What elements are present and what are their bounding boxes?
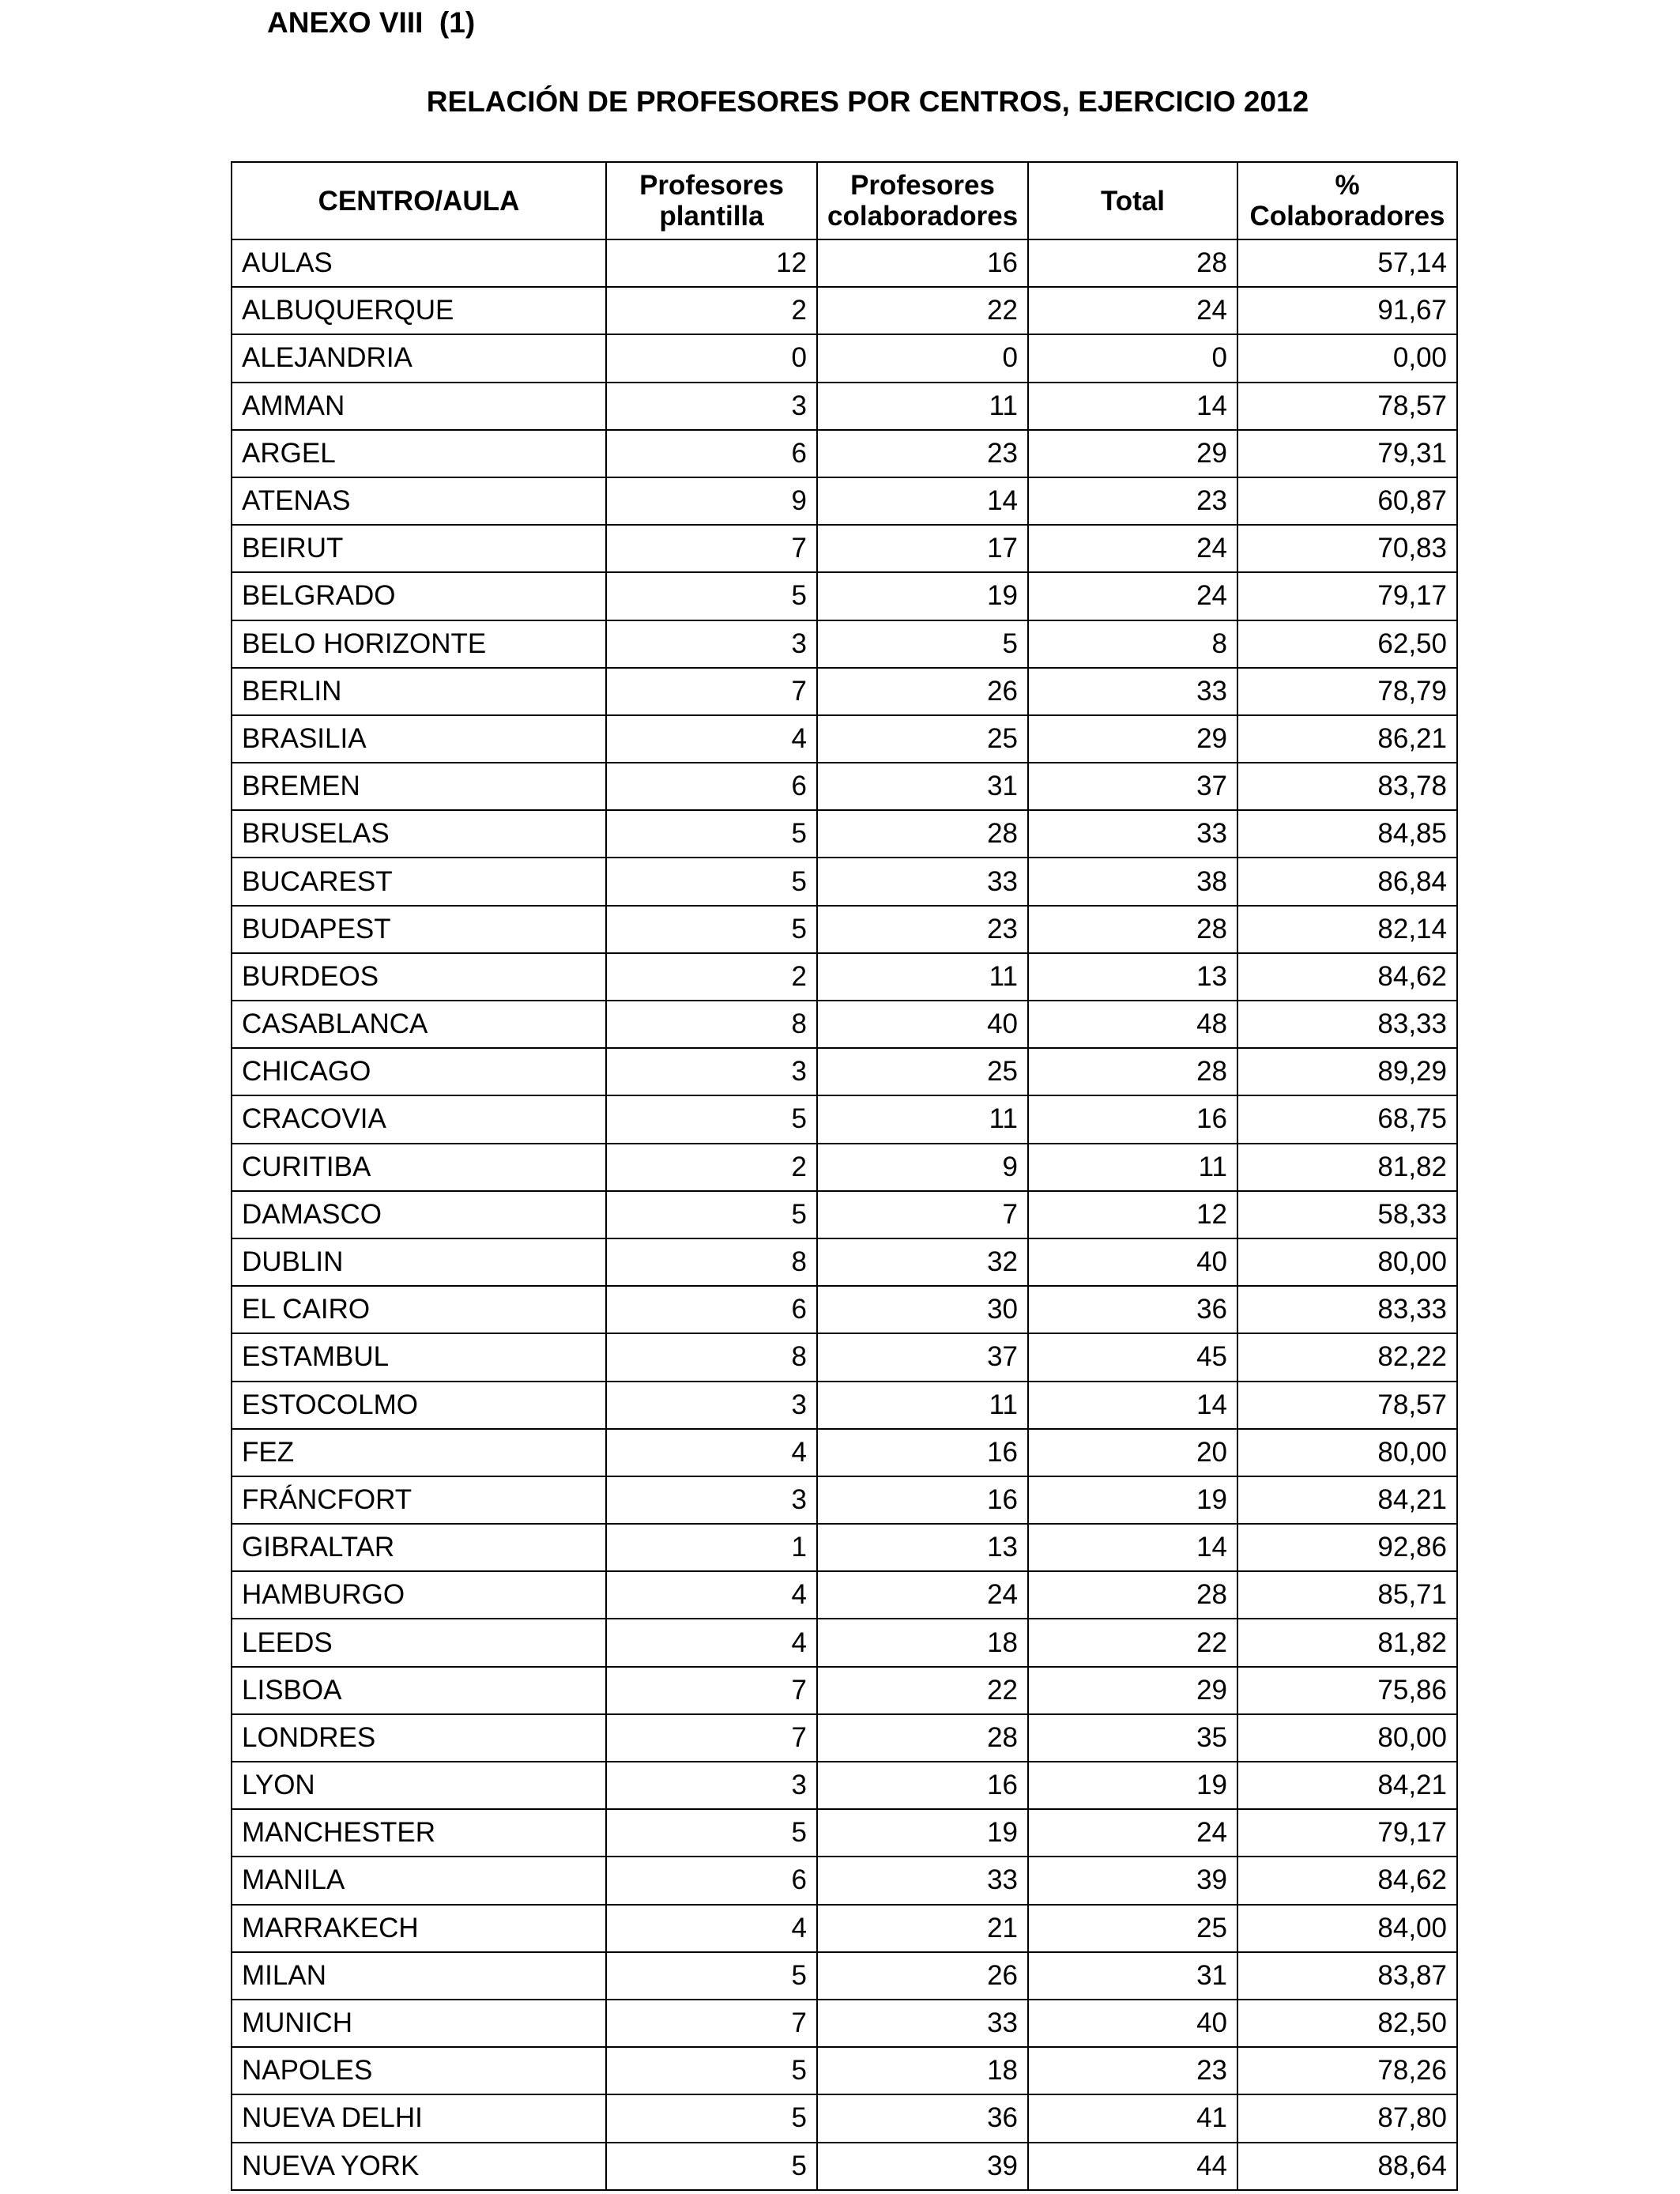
header-line: CENTRO/AULA	[318, 185, 520, 217]
cell-centro: ATENAS	[232, 477, 606, 525]
cell-total: 14	[1028, 383, 1237, 430]
table-row	[232, 953, 1457, 1001]
cell-total: 19	[1028, 1476, 1237, 1524]
table-row	[232, 1857, 1457, 1904]
cell-total: 11	[1028, 1144, 1237, 1191]
cell-profesores-plantilla: 3	[606, 383, 817, 430]
table-row	[232, 1762, 1457, 1809]
cell-profesores-colaboradores: 37	[817, 1333, 1028, 1381]
header-profesores-colaboradores	[817, 162, 1028, 239]
cell-profesores-colaboradores: 31	[817, 763, 1028, 810]
cell-profesores-plantilla: 1	[606, 1524, 817, 1571]
cell-profesores-colaboradores: 32	[817, 1238, 1028, 1286]
header-centro	[232, 162, 606, 239]
cell-centro: ESTOCOLMO	[232, 1382, 606, 1429]
cell-centro: LYON	[232, 1762, 606, 1809]
cell-profesores-colaboradores: 5	[817, 620, 1028, 668]
cell-centro: CASABLANCA	[232, 1001, 606, 1048]
cell-centro: NAPOLES	[232, 2047, 606, 2094]
cell-profesores-plantilla: 4	[606, 1429, 817, 1476]
cell-profesores-colaboradores: 28	[817, 1714, 1028, 1762]
cell-centro: FEZ	[232, 1429, 606, 1476]
cell-centro: ARGEL	[232, 430, 606, 477]
table-row	[232, 620, 1457, 668]
cell-profesores-plantilla: 3	[606, 1048, 817, 1095]
cell-total: 24	[1028, 572, 1237, 620]
header-line: plantilla	[659, 201, 764, 232]
table-row	[232, 1001, 1457, 1048]
table-row	[232, 858, 1457, 905]
cell-total: 28	[1028, 1571, 1237, 1619]
cell-total: 44	[1028, 2143, 1237, 2190]
cell-profesores-colaboradores: 11	[817, 1382, 1028, 1429]
table-row	[232, 1714, 1457, 1762]
table-row	[232, 1191, 1457, 1238]
cell-total: 23	[1028, 2047, 1237, 2094]
cell-total: 24	[1028, 287, 1237, 334]
cell-profesores-plantilla: 7	[606, 2000, 817, 2047]
cell-centro: DAMASCO	[232, 1191, 606, 1238]
cell-centro: AMMAN	[232, 383, 606, 430]
cell-profesores-plantilla: 6	[606, 763, 817, 810]
table-row	[232, 2000, 1457, 2047]
cell-profesores-colaboradores: 16	[817, 239, 1028, 287]
cell-porcentaje-colaboradores: 86,84	[1237, 858, 1457, 905]
cell-porcentaje-colaboradores: 68,75	[1237, 1095, 1457, 1143]
cell-porcentaje-colaboradores: 62,50	[1237, 620, 1457, 668]
cell-profesores-colaboradores: 13	[817, 1524, 1028, 1571]
table-row	[232, 1476, 1457, 1524]
cell-profesores-colaboradores: 33	[817, 2000, 1028, 2047]
cell-profesores-plantilla: 5	[606, 1095, 817, 1143]
header-line: Profesores	[639, 170, 784, 201]
table-row	[232, 1952, 1457, 2000]
cell-porcentaje-colaboradores: 58,33	[1237, 1191, 1457, 1238]
table-header	[232, 162, 1457, 239]
cell-profesores-plantilla: 8	[606, 1238, 817, 1286]
table-row	[232, 525, 1457, 572]
cell-profesores-plantilla: 4	[606, 715, 817, 763]
cell-profesores-plantilla: 4	[606, 1619, 817, 1666]
cell-porcentaje-colaboradores: 91,67	[1237, 287, 1457, 334]
table-row	[232, 1286, 1457, 1333]
cell-porcentaje-colaboradores: 86,21	[1237, 715, 1457, 763]
cell-profesores-colaboradores: 16	[817, 1429, 1028, 1476]
table-row	[232, 334, 1457, 382]
cell-total: 37	[1028, 763, 1237, 810]
cell-total: 33	[1028, 810, 1237, 858]
cell-profesores-plantilla: 7	[606, 1667, 817, 1714]
cell-centro: NUEVA YORK	[232, 2143, 606, 2190]
cell-profesores-colaboradores: 25	[817, 1048, 1028, 1095]
cell-porcentaje-colaboradores: 79,31	[1237, 430, 1457, 477]
cell-total: 14	[1028, 1524, 1237, 1571]
cell-profesores-colaboradores: 7	[817, 1191, 1028, 1238]
table-row	[232, 1382, 1457, 1429]
cell-total: 8	[1028, 620, 1237, 668]
table-row	[232, 383, 1457, 430]
cell-profesores-colaboradores: 26	[817, 1952, 1028, 2000]
cell-centro: GIBRALTAR	[232, 1524, 606, 1571]
cell-porcentaje-colaboradores: 79,17	[1237, 572, 1457, 620]
cell-total: 45	[1028, 1333, 1237, 1381]
cell-porcentaje-colaboradores: 82,50	[1237, 2000, 1457, 2047]
cell-total: 39	[1028, 1857, 1237, 1904]
cell-profesores-colaboradores: 23	[817, 906, 1028, 953]
table-row	[232, 1524, 1457, 1571]
cell-centro: BRUSELAS	[232, 810, 606, 858]
table-row	[232, 572, 1457, 620]
cell-porcentaje-colaboradores: 84,62	[1237, 953, 1457, 1001]
cell-porcentaje-colaboradores: 78,57	[1237, 1382, 1457, 1429]
table-row	[232, 287, 1457, 334]
cell-porcentaje-colaboradores: 78,26	[1237, 2047, 1457, 2094]
cell-centro: MILAN	[232, 1952, 606, 2000]
table-row	[232, 477, 1457, 525]
header-line: Total	[1100, 185, 1165, 217]
cell-profesores-colaboradores: 33	[817, 858, 1028, 905]
cell-profesores-plantilla: 3	[606, 1382, 817, 1429]
cell-centro: ALBUQUERQUE	[232, 287, 606, 334]
cell-centro: LISBOA	[232, 1667, 606, 1714]
cell-profesores-plantilla: 7	[606, 1714, 817, 1762]
cell-profesores-colaboradores: 26	[817, 668, 1028, 715]
cell-profesores-plantilla: 0	[606, 334, 817, 382]
cell-profesores-colaboradores: 0	[817, 334, 1028, 382]
cell-total: 14	[1028, 1382, 1237, 1429]
cell-centro: CHICAGO	[232, 1048, 606, 1095]
cell-profesores-colaboradores: 19	[817, 572, 1028, 620]
table-body	[232, 239, 1457, 2190]
cell-profesores-colaboradores: 22	[817, 1667, 1028, 1714]
cell-porcentaje-colaboradores: 75,86	[1237, 1667, 1457, 1714]
table-row	[232, 1571, 1457, 1619]
cell-profesores-colaboradores: 11	[817, 953, 1028, 1001]
cell-profesores-plantilla: 5	[606, 2143, 817, 2190]
cell-profesores-plantilla: 6	[606, 1286, 817, 1333]
cell-total: 29	[1028, 430, 1237, 477]
cell-porcentaje-colaboradores: 84,21	[1237, 1476, 1457, 1524]
header-profesores-plantilla	[606, 162, 817, 239]
cell-centro: MUNICH	[232, 2000, 606, 2047]
cell-centro: HAMBURGO	[232, 1571, 606, 1619]
cell-centro: LONDRES	[232, 1714, 606, 1762]
cell-porcentaje-colaboradores: 57,14	[1237, 239, 1457, 287]
cell-total: 28	[1028, 239, 1237, 287]
cell-profesores-plantilla: 3	[606, 1476, 817, 1524]
cell-profesores-plantilla: 5	[606, 2094, 817, 2142]
cell-total: 40	[1028, 2000, 1237, 2047]
cell-profesores-colaboradores: 22	[817, 287, 1028, 334]
cell-porcentaje-colaboradores: 83,33	[1237, 1286, 1457, 1333]
cell-profesores-colaboradores: 25	[817, 715, 1028, 763]
cell-total: 23	[1028, 477, 1237, 525]
cell-profesores-colaboradores: 16	[817, 1476, 1028, 1524]
table-row	[232, 906, 1457, 953]
cell-centro: BREMEN	[232, 763, 606, 810]
cell-total: 12	[1028, 1191, 1237, 1238]
header-line: %	[1335, 170, 1360, 201]
cell-centro: BERLIN	[232, 668, 606, 715]
cell-profesores-plantilla: 5	[606, 1952, 817, 2000]
table-row	[232, 1238, 1457, 1286]
cell-porcentaje-colaboradores: 81,82	[1237, 1144, 1457, 1191]
cell-total: 33	[1028, 668, 1237, 715]
cell-profesores-plantilla: 3	[606, 620, 817, 668]
cell-porcentaje-colaboradores: 83,87	[1237, 1952, 1457, 2000]
cell-centro: FRÁNCFORT	[232, 1476, 606, 1524]
cell-porcentaje-colaboradores: 60,87	[1237, 477, 1457, 525]
cell-profesores-plantilla: 4	[606, 1905, 817, 1952]
cell-profesores-plantilla: 2	[606, 287, 817, 334]
cell-total: 20	[1028, 1429, 1237, 1476]
cell-profesores-colaboradores: 21	[817, 1905, 1028, 1952]
table-row	[232, 1667, 1457, 1714]
table-row	[232, 1809, 1457, 1857]
cell-porcentaje-colaboradores: 80,00	[1237, 1238, 1457, 1286]
cell-profesores-colaboradores: 24	[817, 1571, 1028, 1619]
cell-centro: ALEJANDRIA	[232, 334, 606, 382]
cell-centro: BELGRADO	[232, 572, 606, 620]
cell-centro: BUCAREST	[232, 858, 606, 905]
cell-centro: CRACOVIA	[232, 1095, 606, 1143]
annex-label: ANEXO VIII (1)	[267, 6, 476, 39]
header-line: Profesores	[850, 170, 995, 201]
cell-porcentaje-colaboradores: 83,33	[1237, 1001, 1457, 1048]
cell-profesores-colaboradores: 23	[817, 430, 1028, 477]
cell-centro: BUDAPEST	[232, 906, 606, 953]
table-row	[232, 430, 1457, 477]
cell-total: 35	[1028, 1714, 1237, 1762]
cell-profesores-plantilla: 5	[606, 1191, 817, 1238]
cell-total: 29	[1028, 1667, 1237, 1714]
cell-profesores-colaboradores: 30	[817, 1286, 1028, 1333]
table-row	[232, 1095, 1457, 1143]
cell-profesores-colaboradores: 39	[817, 2143, 1028, 2190]
cell-porcentaje-colaboradores: 78,79	[1237, 668, 1457, 715]
cell-total: 19	[1028, 1762, 1237, 1809]
cell-porcentaje-colaboradores: 85,71	[1237, 1571, 1457, 1619]
cell-total: 36	[1028, 1286, 1237, 1333]
cell-total: 16	[1028, 1095, 1237, 1143]
cell-profesores-plantilla: 12	[606, 239, 817, 287]
cell-profesores-colaboradores: 28	[817, 810, 1028, 858]
cell-porcentaje-colaboradores: 83,78	[1237, 763, 1457, 810]
cell-profesores-plantilla: 3	[606, 1762, 817, 1809]
cell-profesores-plantilla: 5	[606, 906, 817, 953]
cell-profesores-plantilla: 7	[606, 668, 817, 715]
cell-centro: NUEVA DELHI	[232, 2094, 606, 2142]
cell-total: 38	[1028, 858, 1237, 905]
table-row	[232, 1429, 1457, 1476]
cell-profesores-colaboradores: 14	[817, 477, 1028, 525]
cell-centro: DUBLIN	[232, 1238, 606, 1286]
cell-profesores-plantilla: 5	[606, 2047, 817, 2094]
cell-porcentaje-colaboradores: 70,83	[1237, 525, 1457, 572]
cell-profesores-colaboradores: 40	[817, 1001, 1028, 1048]
cell-centro: MANCHESTER	[232, 1809, 606, 1857]
cell-porcentaje-colaboradores: 79,17	[1237, 1809, 1457, 1857]
table-row	[232, 239, 1457, 287]
cell-profesores-colaboradores: 33	[817, 1857, 1028, 1904]
table-row	[232, 1905, 1457, 1952]
teachers-table	[231, 161, 1458, 2191]
cell-profesores-colaboradores: 19	[817, 1809, 1028, 1857]
cell-profesores-colaboradores: 18	[817, 1619, 1028, 1666]
cell-centro: BURDEOS	[232, 953, 606, 1001]
cell-centro: EL CAIRO	[232, 1286, 606, 1333]
cell-profesores-colaboradores: 18	[817, 2047, 1028, 2094]
cell-total: 25	[1028, 1905, 1237, 1952]
cell-profesores-plantilla: 2	[606, 1144, 817, 1191]
cell-total: 48	[1028, 1001, 1237, 1048]
table-row	[232, 1048, 1457, 1095]
cell-centro: MANILA	[232, 1857, 606, 1904]
table-row	[232, 1619, 1457, 1666]
cell-centro: ESTAMBUL	[232, 1333, 606, 1381]
cell-porcentaje-colaboradores: 80,00	[1237, 1714, 1457, 1762]
table-row	[232, 763, 1457, 810]
cell-porcentaje-colaboradores: 84,85	[1237, 810, 1457, 858]
cell-profesores-plantilla: 5	[606, 810, 817, 858]
table-row	[232, 1333, 1457, 1381]
cell-centro: CURITIBA	[232, 1144, 606, 1191]
cell-porcentaje-colaboradores: 82,22	[1237, 1333, 1457, 1381]
cell-porcentaje-colaboradores: 78,57	[1237, 383, 1457, 430]
cell-total: 24	[1028, 525, 1237, 572]
cell-profesores-colaboradores: 17	[817, 525, 1028, 572]
cell-porcentaje-colaboradores: 84,62	[1237, 1857, 1457, 1904]
cell-porcentaje-colaboradores: 84,00	[1237, 1905, 1457, 1952]
cell-profesores-plantilla: 5	[606, 1809, 817, 1857]
table-row	[232, 1144, 1457, 1191]
header-porcentaje-colaboradores	[1237, 162, 1457, 239]
cell-porcentaje-colaboradores: 80,00	[1237, 1429, 1457, 1476]
cell-centro: MARRAKECH	[232, 1905, 606, 1952]
table-row	[232, 2143, 1457, 2190]
cell-profesores-plantilla: 4	[606, 1571, 817, 1619]
cell-porcentaje-colaboradores: 82,14	[1237, 906, 1457, 953]
cell-total: 0	[1028, 334, 1237, 382]
cell-centro: BRASILIA	[232, 715, 606, 763]
cell-profesores-colaboradores: 36	[817, 2094, 1028, 2142]
cell-porcentaje-colaboradores: 92,86	[1237, 1524, 1457, 1571]
cell-profesores-colaboradores: 11	[817, 383, 1028, 430]
cell-profesores-plantilla: 2	[606, 953, 817, 1001]
table-row	[232, 2047, 1457, 2094]
cell-centro: LEEDS	[232, 1619, 606, 1666]
header-row	[232, 162, 1457, 239]
cell-profesores-plantilla: 6	[606, 430, 817, 477]
cell-porcentaje-colaboradores: 88,64	[1237, 2143, 1457, 2190]
cell-profesores-colaboradores: 9	[817, 1144, 1028, 1191]
cell-total: 31	[1028, 1952, 1237, 2000]
cell-total: 28	[1028, 1048, 1237, 1095]
cell-profesores-colaboradores: 16	[817, 1762, 1028, 1809]
cell-porcentaje-colaboradores: 81,82	[1237, 1619, 1457, 1666]
cell-porcentaje-colaboradores: 84,21	[1237, 1762, 1457, 1809]
cell-profesores-plantilla: 9	[606, 477, 817, 525]
cell-total: 22	[1028, 1619, 1237, 1666]
cell-total: 28	[1028, 906, 1237, 953]
table-row	[232, 810, 1457, 858]
header-line: colaboradores	[827, 201, 1019, 232]
cell-profesores-plantilla: 5	[606, 572, 817, 620]
table-row	[232, 668, 1457, 715]
cell-total: 24	[1028, 1809, 1237, 1857]
cell-porcentaje-colaboradores: 87,80	[1237, 2094, 1457, 2142]
cell-profesores-plantilla: 8	[606, 1333, 817, 1381]
cell-total: 13	[1028, 953, 1237, 1001]
cell-profesores-colaboradores: 11	[817, 1095, 1028, 1143]
cell-centro: BEIRUT	[232, 525, 606, 572]
page-title: RELACIÓN DE PROFESORES POR CENTROS, EJERCICIO 2012	[426, 85, 1309, 118]
cell-total: 41	[1028, 2094, 1237, 2142]
cell-profesores-plantilla: 8	[606, 1001, 817, 1048]
table-row	[232, 2094, 1457, 2142]
cell-porcentaje-colaboradores: 0,00	[1237, 334, 1457, 382]
header-line: Colaboradores	[1249, 201, 1445, 232]
cell-total: 40	[1028, 1238, 1237, 1286]
header-total	[1028, 162, 1237, 239]
cell-porcentaje-colaboradores: 89,29	[1237, 1048, 1457, 1095]
cell-centro: AULAS	[232, 239, 606, 287]
cell-profesores-plantilla: 5	[606, 858, 817, 905]
cell-centro: BELO HORIZONTE	[232, 620, 606, 668]
cell-profesores-plantilla: 6	[606, 1857, 817, 1904]
cell-profesores-plantilla: 7	[606, 525, 817, 572]
cell-total: 29	[1028, 715, 1237, 763]
table-row	[232, 715, 1457, 763]
